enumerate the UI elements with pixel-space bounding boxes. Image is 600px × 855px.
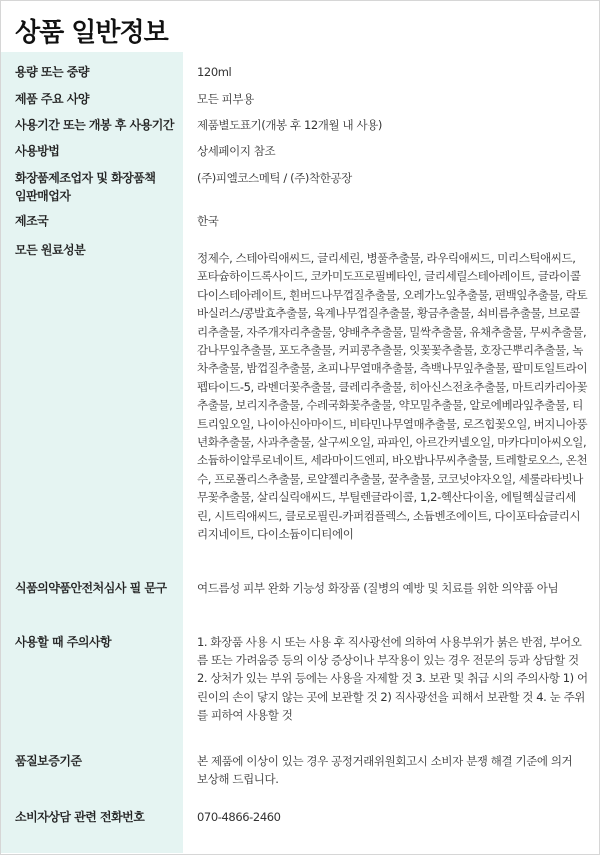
row-label: 용량 또는 중량 (15, 65, 89, 79)
row-value: 모든 피부용 (197, 92, 254, 106)
row-label: 소비자상담 관련 전화번호 (15, 810, 145, 824)
row-label: 제조국 (15, 214, 49, 228)
row-value: 한국 (197, 214, 219, 228)
row-value: 제품별도표기(개봉 후 12개월 내 사용) (197, 118, 382, 132)
row-value: 정제수, 스테아릭애씨드, 글리세린, 병풀추출물, 라우릭애씨드, 미리스틱애씨드, 포타슘하이드록사이드, 코카미도프로필베타인, 글리세릴스테아레이트, 글라이콜다이스테아레이트, 흰버드나무껍질추출물, 오레가노잎추출물, 편백잎추출물, 락토바실러스/콩발효추출물, 육계나무껍질추출물, 황금추출물, 쇠비름추출물, 브로콜리추출물, 자주개자리추출물, 양배추추출물, 밀싹추출물, 유채추출물, 무씨추출물, 감나무잎추출물, 포도추출물, 커피콩추출물, 잇꽃꽃추출물, 호장근뿌리추출물, 녹차추출물, 밤껍질추출물, 초피나무열매추출물, 측백나무잎추출물, 팔미토일트라이펩타이드-5, 라벤더꽃추출물, 클레리추출물, 히아신스전초추출물, 마트리카리아꽃추출물, 보리지추출물, 수레국화꽃추출물, 약모밀추출물, 알로에베라잎추출물, 티트리잎오일, 나이아신아마이드, 비타민나무열매추출물, 로즈힙꽃오일, 버지니아풍년화추출물, 사과추출물, 살구씨오일, 파파인, 아르간커넬오일, 마카다미아씨오일, 소듐하이알루로네이트, 세라마이드엔피, 바오밥나무씨추출물, 트레할로오스, 온천수, 프로폴리스추출물, 로얄젤리추출물, 꿀추출물, 코코넛야자오일, 세룰라타빗나무꽃추출물, 살리실릭애씨드, 부틸렌글라이콜, 1,2-헥산다이올, 에틸헥실글리세린, 시트릭애씨드, 클로로필린-카퍼컴플렉스, 소듐벤조에이트, 다이포타슘글리시리지네이트, 다이소듐이디티에이 (197, 251, 588, 542)
row-value: 1. 화장품 사용 시 또는 사용 후 직사광선에 의하여 사용부위가 붉은 반점, 부어오름 또는 가려움증 등의 이상 증상이나 부작용이 있는 경우 전문의 등과 상담할 것 2. 상처가 있는 부위 등에는 사용을 자제할 것 3. 보관 및 취급 시의 주의사항 1) 어린이의 손이 닿지 않는 곳에 보관할 것 2) 직사광선을 피해서 보관할 것 4. 눈 주위를 피하여 사용할 것 (197, 635, 588, 722)
row-value: 120ml (197, 65, 232, 79)
row-value: (주)피엘코스메틱 / (주)착한공장 (197, 171, 352, 185)
row-value: 상세페이지 참조 (197, 144, 276, 158)
row-label: 화장품제조업자 및 화장품책임판매업자 (15, 171, 156, 203)
row-label: 품질보증기준 (15, 754, 82, 768)
row-label: 식품의약품안전처심사 필 문구 (15, 581, 167, 595)
row-label: 사용할 때 주의사항 (15, 635, 112, 649)
row-value: 여드름성 피부 완화 기능성 화장품 (질병의 예방 및 치료를 위한 의약품 아님 (197, 581, 559, 595)
row-label: 사용방법 (15, 144, 60, 158)
row-value: 070-4866-2460 (197, 810, 281, 824)
row-label: 제품 주요 사양 (15, 92, 89, 106)
row-label: 사용기간 또는 개봉 후 사용기간 (15, 118, 174, 132)
row-label: 모든 원료성분 (15, 243, 86, 257)
row-value: 본 제품에 이상이 있는 경우 공정거래위원회고시 소비자 분쟁 해결 기준에 의거 보상해 드립니다. (197, 754, 573, 786)
page-title: 상품 일반정보 (15, 18, 168, 48)
